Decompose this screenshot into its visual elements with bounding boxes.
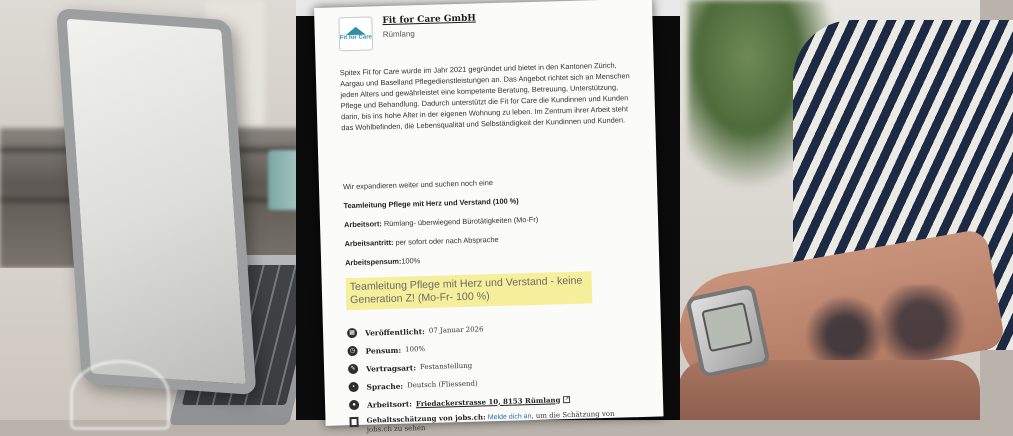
posting-header bbox=[338, 9, 637, 63]
meta-label: Vertragsart: bbox=[365, 362, 417, 374]
contract-icon: ✎ bbox=[348, 364, 358, 374]
location-pin-icon: ● bbox=[349, 400, 359, 410]
field-label: Arbeitsantritt: bbox=[344, 237, 394, 249]
field-pensum bbox=[345, 249, 643, 268]
company-block bbox=[382, 13, 476, 39]
company-logo bbox=[338, 16, 373, 51]
field-label: Arbeitsort: bbox=[343, 219, 382, 230]
meta-value: Festanstellung bbox=[419, 361, 473, 372]
login-link[interactable]: Melde dich an bbox=[487, 413, 532, 422]
job-title: Teamleitung Pflege mit Herz und Verstand - keine Generation Z! (Mo-Fr- 100 %) bbox=[349, 274, 583, 307]
field-value: per sofort oder nach Absprache bbox=[395, 234, 499, 247]
chat-icon: • bbox=[348, 382, 358, 392]
field-label: Arbeitspensum: bbox=[344, 256, 402, 268]
expand-text: Wir expandieren weiter und suchen noch eine bbox=[342, 178, 494, 192]
meta-value: 100% bbox=[404, 345, 426, 354]
meta-label: Pensum: bbox=[365, 345, 402, 356]
role-line bbox=[343, 192, 641, 211]
highlighted-title bbox=[346, 271, 593, 310]
field-arbeitsort bbox=[344, 211, 642, 230]
watch-face bbox=[701, 302, 753, 352]
meta-label: Arbeitsort: bbox=[366, 398, 413, 410]
field-value: 100% bbox=[401, 256, 421, 266]
company-name[interactable]: Fit for Care GmbH bbox=[382, 13, 476, 27]
background-photo-person bbox=[678, 0, 980, 420]
job-posting-screenshot bbox=[314, 0, 664, 434]
logo-text: Fit for Care bbox=[339, 33, 372, 41]
salary-label: Gehaltsschätzung von jobs.ch: bbox=[366, 412, 486, 425]
meta-label: Veröffentlicht: bbox=[364, 326, 425, 338]
meta-list bbox=[347, 316, 648, 435]
role-line-text: Teamleitung Pflege mit Herz und Verstand (100 %) bbox=[343, 196, 519, 211]
meta-value: 07 Januar 2026 bbox=[428, 325, 484, 335]
clock-icon: ◷ bbox=[347, 346, 357, 356]
meta-value: Deutsch (Fliessend) bbox=[406, 379, 478, 390]
field-antritt bbox=[344, 230, 642, 249]
company-city: Rümlang bbox=[382, 29, 415, 40]
glass bbox=[70, 360, 170, 430]
intro-paragraph: Spitex Fit for Care wurde im Jahr 2021 gegründet und bietet in den Kantonen Zürich, Aargau und Baselland Pflegedienstleistungen an. Das Angebot richtet sich an Menschen jeden Alters und gewährleistet eine kompetente Beratung, Betreuung, Unterstützung, Pflege und Behandlung. Dadurch unterstützt die Fit for Care die Kundinnen und Kunden darin, bis ins hohe Alter in der eigenen Wohnung zu leben. Im Zentrum ihrer Arbeit steht das Wohlbefinden, die Lebensqualität und Selbständigkeit der Kundinnen und Kunden. bbox=[339, 60, 630, 133]
document-icon bbox=[349, 417, 358, 427]
calendar-icon: ▦ bbox=[347, 328, 357, 338]
laptop-screen bbox=[56, 8, 257, 395]
location-link[interactable]: Friedackerstrasse 10, 8153 Rümlang bbox=[415, 394, 561, 408]
salary-rest: , um die Schätzung von jobs.ch zu sehen bbox=[366, 409, 615, 434]
background-photo-laptop bbox=[0, 0, 300, 420]
field-value: Rümlang- überwiegend Bürotätigkeiten (Mo-Fr) bbox=[383, 214, 539, 229]
meta-label: Sprache: bbox=[366, 381, 404, 392]
external-link-icon[interactable]: ↗ bbox=[564, 395, 570, 402]
